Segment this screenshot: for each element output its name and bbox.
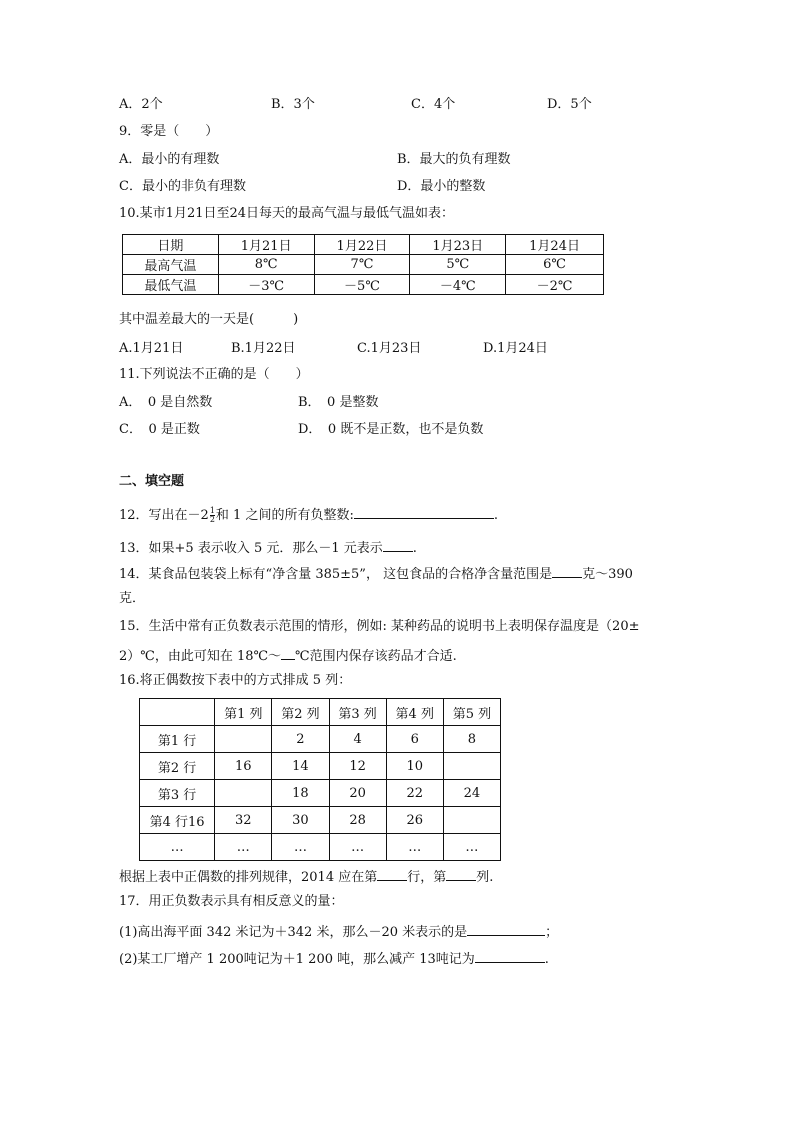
table-header-cell: 1月21日 <box>218 235 314 255</box>
table-cell: 26 <box>386 807 443 834</box>
table-cell: －5℃ <box>314 275 410 295</box>
q9-option-a: A．最小的有理数 <box>119 152 220 167</box>
table-cell: 22 <box>386 780 443 807</box>
q14-text-a: 14．某食品包装袋上标有“净含量 385±5”， 这包食品的合格净含量范围是 <box>119 567 553 582</box>
table-cell: 8℃ <box>218 255 314 275</box>
q9-stem: 9．零是（ ） <box>119 124 219 139</box>
q8-option-d: D．5个 <box>547 97 592 112</box>
q16-text-c: 列. <box>476 870 494 885</box>
q13-line <box>119 537 417 558</box>
q10-option-d: D.1月24日 <box>483 341 548 356</box>
table-cell: 6 <box>386 726 443 753</box>
table-header-cell: 第3 列 <box>329 699 386 726</box>
table-cell: 10 <box>386 753 443 780</box>
q11-stem: 11.下列说法不正确的是（ ） <box>119 367 309 382</box>
q16-follow-up <box>119 866 493 887</box>
table-cell: 第2 行 <box>140 753 215 780</box>
table-cell: 20 <box>329 780 386 807</box>
q10-option-a: A.1月21日 <box>119 341 184 356</box>
table-cell: 28 <box>329 807 386 834</box>
table-cell: … <box>272 834 329 861</box>
table-header-cell: 第4 列 <box>386 699 443 726</box>
q10-stem: 10.某市1月21日至24日每天的最高气温与最低气温如表： <box>119 206 455 221</box>
q14-text-b: 克～390 <box>582 567 633 582</box>
table-cell: 18 <box>272 780 329 807</box>
table-header-cell: 1月24日 <box>506 235 604 255</box>
table-cell: 第4 行16 <box>140 807 215 834</box>
q17-part1-end: ； <box>545 925 559 940</box>
table-row <box>140 780 501 807</box>
temperature-table <box>122 234 604 295</box>
table-row <box>123 255 604 275</box>
q16-stem: 16.将正偶数按下表中的方式排成 5 列： <box>119 673 352 688</box>
q12-prefix: 12．写出在－2 <box>119 508 209 523</box>
table-cell: 第3 行 <box>140 780 215 807</box>
q12-end: . <box>493 508 498 523</box>
table-row <box>140 726 501 753</box>
table-cell: … <box>443 834 500 861</box>
q17-part2 <box>119 948 549 969</box>
table-row <box>140 834 501 861</box>
q11-option-b: B． 0 是整数 <box>298 395 379 410</box>
table-header-cell: 第5 列 <box>443 699 500 726</box>
q14-line1 <box>119 563 633 584</box>
q13-prefix: 13．如果+5 表示收入 5 元．那么－1 元表示 <box>119 541 383 556</box>
q16-text-b: 行，第 <box>407 870 447 885</box>
q15-line2 <box>119 645 457 666</box>
table-cell: 14 <box>272 753 329 780</box>
table-header-cell: 1月22日 <box>314 235 410 255</box>
table-cell <box>443 753 500 780</box>
table-cell: … <box>140 834 215 861</box>
q13-end: . <box>412 541 417 556</box>
table-cell: 4 <box>329 726 386 753</box>
table-cell: … <box>329 834 386 861</box>
table-cell: … <box>215 834 272 861</box>
table-cell: 12 <box>329 753 386 780</box>
q11-option-a: A． 0 是自然数 <box>119 395 213 410</box>
table-cell <box>215 780 272 807</box>
table-row <box>123 275 604 295</box>
q9-option-b: B．最大的负有理数 <box>397 152 511 167</box>
table-cell: －3℃ <box>218 275 314 295</box>
fraction-numerator: 1 <box>209 506 215 515</box>
q10-option-b: B.1月22日 <box>231 341 296 356</box>
q17-part1-text: (1)高出海平面 342 米记为＋342 米，那么－20 米表示的是 <box>119 925 468 940</box>
answer-blank[interactable] <box>281 645 295 660</box>
q15-text-a: 2）℃，由此可知在 18℃～ <box>119 649 282 664</box>
q9-option-c: C．最小的非负有理数 <box>119 179 246 194</box>
answer-blank[interactable] <box>354 504 494 519</box>
answer-blank[interactable] <box>377 866 407 881</box>
q10-question: 其中温差最大的一天是( ) <box>119 312 299 327</box>
q8-option-c: C．4个 <box>411 97 456 112</box>
q12-line <box>119 504 498 525</box>
answer-blank[interactable] <box>475 948 545 963</box>
table-cell: 30 <box>272 807 329 834</box>
q11-option-d: D． 0 既不是正数，也不是负数 <box>298 422 484 437</box>
table-cell: 第1 行 <box>140 726 215 753</box>
q10-option-c: C.1月23日 <box>357 341 422 356</box>
table-row <box>140 699 501 726</box>
q9-option-d: D．最小的整数 <box>397 179 486 194</box>
q11-option-c: C． 0 是正数 <box>119 422 200 437</box>
table-cell: 7℃ <box>314 255 410 275</box>
table-cell: 8 <box>443 726 500 753</box>
q16-text-a: 根据上表中正偶数的排列规律，2014 应在第 <box>119 870 378 885</box>
table-cell <box>443 807 500 834</box>
table-cell: 5℃ <box>410 255 506 275</box>
table-cell: 24 <box>443 780 500 807</box>
table-row <box>123 235 604 255</box>
q14-line2: 克． <box>119 591 146 606</box>
answer-blank[interactable] <box>446 866 476 881</box>
table-cell: 16 <box>215 753 272 780</box>
table-row <box>140 753 501 780</box>
fraction-denominator: 2 <box>209 515 215 524</box>
table-cell <box>215 726 272 753</box>
answer-blank[interactable] <box>467 921 545 936</box>
table-cell: 2 <box>272 726 329 753</box>
q8-option-b: B．3个 <box>271 97 315 112</box>
table-cell: … <box>386 834 443 861</box>
table-header-cell <box>140 699 215 726</box>
table-cell: 最低气温 <box>123 275 219 295</box>
answer-blank[interactable] <box>552 563 582 578</box>
table-header-cell: 第2 列 <box>272 699 329 726</box>
table-cell: 6℃ <box>506 255 604 275</box>
q8-option-a: A．2个 <box>119 97 163 112</box>
table-header-cell: 1月23日 <box>410 235 506 255</box>
q17-part2-text: (2)某工厂增产 1 200吨记为＋1 200 吨，那么减产 13吨记为 <box>119 952 475 967</box>
answer-blank[interactable] <box>383 537 413 552</box>
section-title: 二、填空题 <box>119 474 185 489</box>
q15-text-b: ℃范围内保存该药品才合适. <box>295 649 457 664</box>
table-cell: 最高气温 <box>123 255 219 275</box>
q15-line1: 15．生活中常有正负数表示范围的情形，例如: 某种药品的说明书上表明保存温度是（20± <box>119 619 640 634</box>
table-cell: 32 <box>215 807 272 834</box>
q12-suffix: 和 1 之间的所有负整数: <box>215 508 354 523</box>
table-header-cell: 日期 <box>123 235 219 255</box>
table-cell: －2℃ <box>506 275 604 295</box>
q17-stem: 17．用正负数表示具有相反意义的量： <box>119 894 344 909</box>
q17-part1 <box>119 921 558 942</box>
q17-part2-end: . <box>544 952 549 967</box>
table-header-cell: 第1 列 <box>215 699 272 726</box>
table-row <box>140 807 501 834</box>
fraction <box>210 507 215 524</box>
table-cell: －4℃ <box>410 275 506 295</box>
even-number-table <box>139 698 501 861</box>
